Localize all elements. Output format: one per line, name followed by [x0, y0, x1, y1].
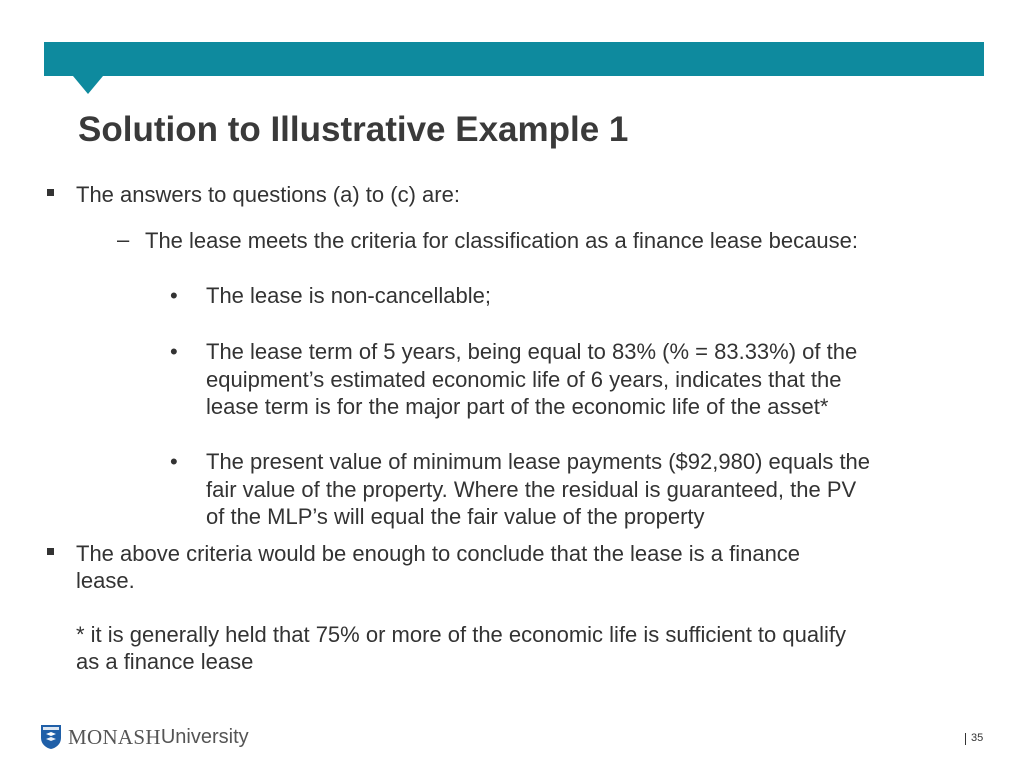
square-bullet-icon: [47, 548, 54, 555]
logo-university-text: University: [160, 725, 249, 748]
dot-bullet-line: fair value of the property. Where the residual is guaranteed, the PV: [206, 477, 857, 502]
dot-bullet-icon: •: [170, 449, 178, 474]
bullet-text: The answers to questions (a) to (c) are:: [76, 182, 460, 207]
dot-bullet-line: of the MLP’s will equal the fair value of the property: [206, 504, 705, 529]
logo-monash-text: MONASH: [68, 724, 161, 749]
footnote-line: as a finance lease: [76, 649, 254, 674]
dot-bullet-line: The lease term of 5 years, being equal to 83% (% = 83.33%) of the: [206, 339, 858, 364]
dot-bullet-icon: •: [170, 283, 178, 308]
monash-logo: [40, 722, 249, 752]
dot-bullet-line: The present value of minimum lease payments ($92,980) equals the: [206, 449, 871, 474]
page-number: 35: [971, 732, 984, 744]
footnote-line: * it is generally held that 75% or more of the economic life is sufficient to qualify: [76, 622, 846, 647]
bullet-line: The above criteria would be enough to conclude that the lease is a finance: [76, 541, 801, 566]
page-number-divider: [965, 733, 966, 745]
dash-bullet-icon: –: [117, 227, 130, 252]
dot-bullet-line: lease term is for the major part of the economic life of the asset*: [206, 394, 829, 419]
slide-title: Solution to Illustrative Example 1: [78, 110, 629, 149]
dot-bullet-icon: •: [170, 339, 178, 364]
dot-bullet-text: The lease is non-cancellable;: [206, 283, 491, 308]
sub-bullet-text: The lease meets the criteria for classification as a finance lease because:: [145, 228, 858, 253]
bullet-line: lease.: [76, 568, 135, 593]
square-bullet-icon: [47, 189, 54, 196]
dot-bullet-line: equipment’s estimated economic life of 6 years, indicates that the: [206, 367, 842, 392]
monash-crest-icon: [40, 724, 62, 750]
